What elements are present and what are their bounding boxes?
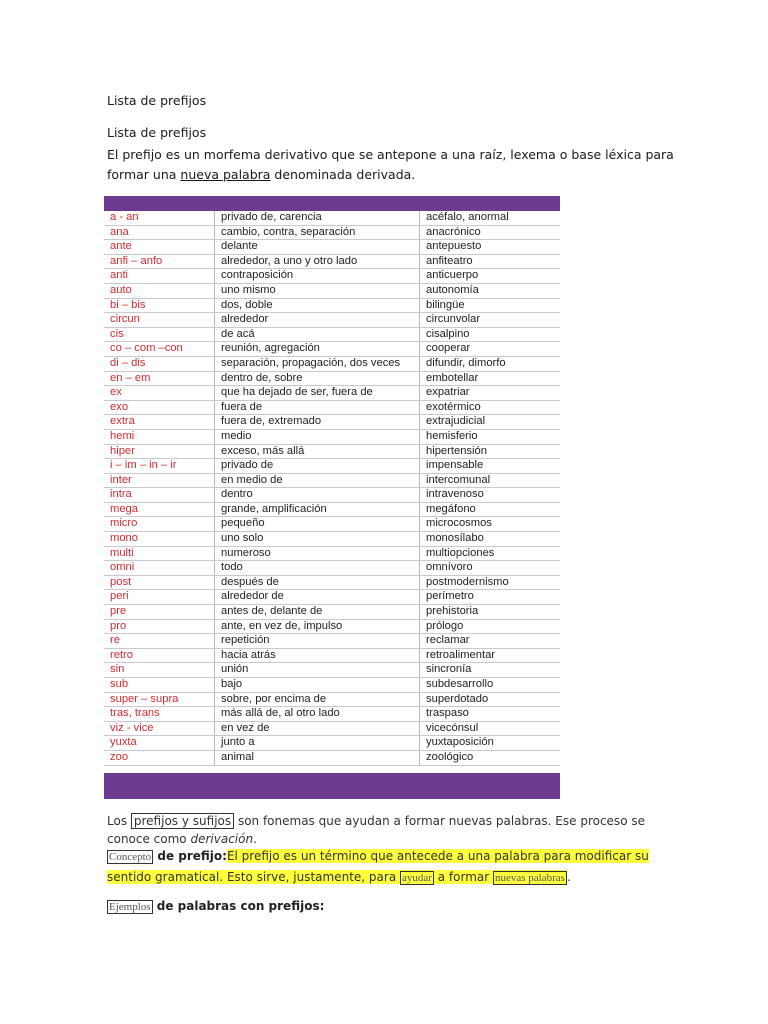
table-row: [104, 750, 560, 765]
meaning-cell: numeroso: [215, 546, 420, 561]
table-footer-bar: [104, 773, 560, 799]
example-cell: superdotado: [420, 692, 561, 707]
meaning-cell: contraposición: [215, 269, 420, 284]
meaning-cell: ante, en vez de, impulso: [215, 619, 420, 634]
meaning-cell: junto a: [215, 736, 420, 751]
table-row: [104, 444, 560, 459]
example-cell: embotellar: [420, 371, 561, 386]
section-heading: Lista de prefijos: [107, 125, 207, 140]
prefix-cell: auto: [104, 283, 215, 298]
table-row: [104, 356, 560, 371]
table-row: [104, 678, 560, 693]
table-row: [104, 590, 560, 605]
example-cell: traspaso: [420, 707, 561, 722]
intro-text-2: denominada derivada.: [270, 167, 416, 182]
example-cell: difundir, dimorfo: [420, 356, 561, 371]
meaning-cell: alrededor de: [215, 590, 420, 605]
prefix-cell: pro: [104, 619, 215, 634]
nueva-palabra-link[interactable]: nueva palabra: [180, 167, 271, 182]
meaning-cell: unión: [215, 663, 420, 678]
example-cell: perímetro: [420, 590, 561, 605]
prefix-cell: mega: [104, 502, 215, 517]
table-row: [104, 721, 560, 736]
meaning-cell: bajo: [215, 678, 420, 693]
concepto-text-2: a formar: [433, 870, 493, 884]
meaning-cell: privado de: [215, 459, 420, 474]
prefix-cell: re: [104, 634, 215, 649]
ejemplos-heading: [107, 899, 324, 913]
prefix-cell: anfi – anfo: [104, 254, 215, 269]
example-cell: bilingüe: [420, 298, 561, 313]
example-cell: retroalimentar: [420, 648, 561, 663]
meaning-cell: repetición: [215, 634, 420, 649]
table-row: [104, 663, 560, 678]
prefix-cell: i – im – in – ir: [104, 459, 215, 474]
table-row: [104, 400, 560, 415]
meaning-cell: pequeño: [215, 517, 420, 532]
meaning-cell: medio: [215, 429, 420, 444]
meaning-cell: fuera de: [215, 400, 420, 415]
example-cell: prólogo: [420, 619, 561, 634]
prefix-cell: en – em: [104, 371, 215, 386]
table-row: [104, 736, 560, 751]
example-cell: subdesarrollo: [420, 678, 561, 693]
example-cell: anacrónico: [420, 225, 561, 240]
example-cell: cisalpino: [420, 327, 561, 342]
example-cell: monosílabo: [420, 532, 561, 547]
example-cell: intercomunal: [420, 473, 561, 488]
meaning-cell: todo: [215, 561, 420, 576]
prefix-cell: peri: [104, 590, 215, 605]
meaning-cell: privado de, carencia: [215, 211, 420, 225]
meaning-cell: dos, doble: [215, 298, 420, 313]
table-row: [104, 619, 560, 634]
prefix-cell: a - an: [104, 211, 215, 225]
prefix-cell: zoo: [104, 750, 215, 765]
prefix-cell: bi – bis: [104, 298, 215, 313]
table-row: [104, 707, 560, 722]
table-row: [104, 692, 560, 707]
example-cell: multiopciones: [420, 546, 561, 561]
example-cell: cooperar: [420, 342, 561, 357]
meaning-cell: dentro de, sobre: [215, 371, 420, 386]
table-row: [104, 371, 560, 386]
ejemplos-label: de palabras con prefijos:: [152, 899, 325, 913]
table-row: [104, 648, 560, 663]
prefix-cell: ante: [104, 240, 215, 255]
nuevas-palabras-link[interactable]: nuevas palabras: [495, 872, 565, 884]
example-cell: exotérmico: [420, 400, 561, 415]
prefix-cell: di – dis: [104, 356, 215, 371]
p1-text-2: son fonemas que ayudan a formar nuevas palabras. Ese proceso se conoce como: [107, 814, 645, 846]
ayudar-link[interactable]: ayudar: [402, 872, 432, 884]
meaning-cell: alrededor: [215, 313, 420, 328]
table-row: [104, 254, 560, 269]
prefix-cell: ex: [104, 386, 215, 401]
example-cell: yuxtaposición: [420, 736, 561, 751]
example-cell: autonomía: [420, 283, 561, 298]
prefix-cell: exo: [104, 400, 215, 415]
prefix-cell: multi: [104, 546, 215, 561]
prefix-cell: tras, trans: [104, 707, 215, 722]
meaning-cell: uno solo: [215, 532, 420, 547]
prefix-cell: sin: [104, 663, 215, 678]
table-row: [104, 240, 560, 255]
prefijos-sufijos-link[interactable]: prefijos y sufijos: [131, 813, 234, 829]
meaning-cell: grande, amplificación: [215, 502, 420, 517]
table-row: [104, 313, 560, 328]
prefix-cell: viz - vice: [104, 721, 215, 736]
example-cell: omnívoro: [420, 561, 561, 576]
example-cell: zoológico: [420, 750, 561, 765]
meaning-cell: animal: [215, 750, 420, 765]
example-cell: postmodernismo: [420, 575, 561, 590]
p1-text: Los: [107, 814, 131, 828]
meaning-cell: uno mismo: [215, 283, 420, 298]
example-cell: vicecónsul: [420, 721, 561, 736]
prefix-cell: circun: [104, 313, 215, 328]
intro-paragraph: [107, 145, 707, 185]
table-row: [104, 605, 560, 620]
example-cell: impensable: [420, 459, 561, 474]
example-cell: anfiteatro: [420, 254, 561, 269]
ejemplos-link[interactable]: Ejemplos: [109, 901, 151, 913]
table-row: [104, 298, 560, 313]
concepto-text-1: El prefijo es un término que antecede a una palabra para modificar su sentido gramatical. Esto sirve, justamente, para: [107, 849, 649, 884]
concepto-label: de prefijo:: [153, 849, 227, 863]
table-row: [104, 225, 560, 240]
intro-text-1: El prefijo es un morfema derivativo que se antepone a una raíz, lexema o base léxica para formar una: [107, 147, 674, 182]
example-cell: acéfalo, anormal: [420, 211, 561, 225]
prefix-cell: yuxta: [104, 736, 215, 751]
prefix-cell: hiper: [104, 444, 215, 459]
prefix-table: [104, 211, 560, 766]
table-row: [104, 211, 560, 225]
concepto-end: .: [566, 870, 571, 884]
prefix-cell: extra: [104, 415, 215, 430]
table-row: [104, 459, 560, 474]
concepto-link[interactable]: Concepto: [109, 851, 152, 863]
meaning-cell: en medio de: [215, 473, 420, 488]
meaning-cell: que ha dejado de ser, fuera de: [215, 386, 420, 401]
example-cell: megáfono: [420, 502, 561, 517]
example-cell: reclamar: [420, 634, 561, 649]
example-cell: sincronía: [420, 663, 561, 678]
prefix-cell: super – supra: [104, 692, 215, 707]
table-row: [104, 415, 560, 430]
meaning-cell: dentro: [215, 488, 420, 503]
example-cell: intravenoso: [420, 488, 561, 503]
meaning-cell: de acá: [215, 327, 420, 342]
meaning-cell: hacia atrás: [215, 648, 420, 663]
table-row: [104, 283, 560, 298]
prefix-cell: cis: [104, 327, 215, 342]
table-row: [104, 488, 560, 503]
table-row: [104, 634, 560, 649]
derivacion-term: derivación: [190, 832, 254, 846]
prefix-cell: pre: [104, 605, 215, 620]
table-row: [104, 473, 560, 488]
prefix-cell: hemi: [104, 429, 215, 444]
meaning-cell: antes de, delante de: [215, 605, 420, 620]
table-row: [104, 546, 560, 561]
example-cell: antepuesto: [420, 240, 561, 255]
table-row: [104, 269, 560, 284]
prefix-cell: mono: [104, 532, 215, 547]
example-cell: prehistoria: [420, 605, 561, 620]
meaning-cell: sobre, por encima de: [215, 692, 420, 707]
example-cell: extrajudicial: [420, 415, 561, 430]
prefijos-sufijos-paragraph: [107, 812, 667, 848]
prefix-cell: ana: [104, 225, 215, 240]
prefix-table-image: [104, 196, 560, 799]
prefix-cell: intra: [104, 488, 215, 503]
table-row: [104, 327, 560, 342]
meaning-cell: reunión, agregación: [215, 342, 420, 357]
example-cell: expatriar: [420, 386, 561, 401]
prefix-cell: sub: [104, 678, 215, 693]
meaning-cell: fuera de, extremado: [215, 415, 420, 430]
table-row: [104, 386, 560, 401]
prefix-cell: anti: [104, 269, 215, 284]
table-row: [104, 429, 560, 444]
table-row: [104, 342, 560, 357]
p1-end: .: [253, 832, 257, 846]
prefix-cell: micro: [104, 517, 215, 532]
table-row: [104, 532, 560, 547]
concepto-paragraph: [107, 846, 667, 888]
prefix-cell: inter: [104, 473, 215, 488]
meaning-cell: cambio, contra, separación: [215, 225, 420, 240]
example-cell: hemisferio: [420, 429, 561, 444]
prefix-cell: post: [104, 575, 215, 590]
table-row: [104, 575, 560, 590]
example-cell: hipertensión: [420, 444, 561, 459]
prefix-cell: co – com –con: [104, 342, 215, 357]
prefix-cell: retro: [104, 648, 215, 663]
meaning-cell: en vez de: [215, 721, 420, 736]
meaning-cell: alrededor, a uno y otro lado: [215, 254, 420, 269]
table-header-bar: [104, 196, 560, 211]
meaning-cell: después de: [215, 575, 420, 590]
example-cell: microcosmos: [420, 517, 561, 532]
meaning-cell: delante: [215, 240, 420, 255]
table-row: [104, 561, 560, 576]
example-cell: circunvolar: [420, 313, 561, 328]
meaning-cell: separación, propagación, dos veces: [215, 356, 420, 371]
document-title: Lista de prefijos: [107, 93, 207, 108]
example-cell: anticuerpo: [420, 269, 561, 284]
meaning-cell: exceso, más allá: [215, 444, 420, 459]
table-row: [104, 502, 560, 517]
table-row: [104, 517, 560, 532]
prefix-cell: omni: [104, 561, 215, 576]
meaning-cell: más allá de, al otro lado: [215, 707, 420, 722]
